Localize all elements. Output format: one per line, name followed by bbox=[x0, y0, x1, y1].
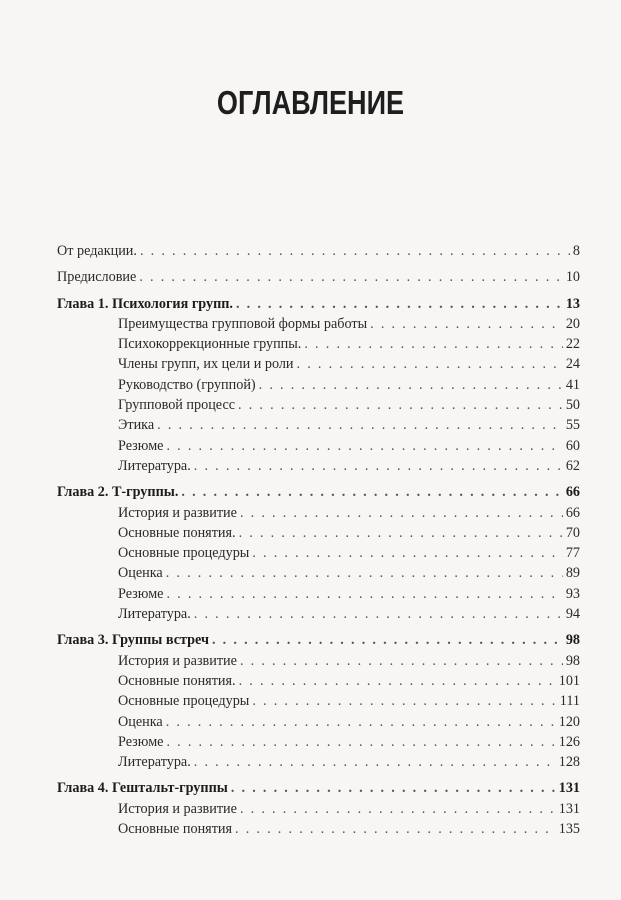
toc-section-entry bbox=[57, 752, 580, 772]
dot-leader bbox=[212, 630, 563, 650]
entry-title: Основные процедуры bbox=[118, 545, 250, 562]
page-number: 22 bbox=[565, 336, 580, 353]
page-number: 10 bbox=[565, 269, 580, 286]
page-number: 135 bbox=[558, 821, 580, 838]
toc-section-entry bbox=[57, 584, 580, 604]
toc-section-entry bbox=[57, 523, 580, 543]
entry-title: Резюме bbox=[118, 437, 164, 454]
entry-title: Глава 4. Гештальт-группы bbox=[57, 780, 228, 797]
entry-title: Основные процедуры bbox=[118, 693, 250, 710]
entry-title: Глава 3. Группы встреч bbox=[57, 632, 209, 649]
entry-title: Литература. bbox=[118, 606, 191, 623]
entry-title: Основные понятия. bbox=[118, 524, 236, 541]
page-number: 111 bbox=[559, 693, 580, 710]
entry-title: Литература. bbox=[118, 457, 191, 474]
page-number: 98 bbox=[565, 652, 580, 669]
entry-title: Оценка bbox=[118, 565, 163, 582]
dot-leader bbox=[252, 691, 556, 711]
toc-section-entry bbox=[57, 415, 580, 435]
page-number: 77 bbox=[565, 545, 580, 562]
dot-leader bbox=[157, 415, 563, 435]
page-number: 66 bbox=[565, 484, 580, 501]
entry-title: Члены групп, их цели и роли bbox=[118, 356, 294, 373]
toc-section-entry bbox=[57, 395, 580, 415]
page-number: 126 bbox=[558, 733, 580, 750]
dot-leader bbox=[252, 543, 562, 563]
dot-leader bbox=[239, 523, 563, 543]
entry-title: История и развитие bbox=[118, 652, 237, 669]
page-number: 128 bbox=[558, 754, 580, 771]
dot-leader bbox=[166, 712, 556, 732]
dot-leader bbox=[166, 563, 563, 583]
dot-leader bbox=[194, 456, 563, 476]
page-number: 70 bbox=[565, 524, 580, 541]
toc-section-entry bbox=[57, 712, 580, 732]
toc-section-entry bbox=[57, 314, 580, 334]
toc-section-entry bbox=[57, 334, 580, 354]
page-number: 60 bbox=[565, 437, 580, 454]
page-number: 94 bbox=[565, 606, 580, 623]
dot-leader bbox=[259, 375, 563, 395]
entry-title: История и развитие bbox=[118, 800, 237, 817]
toc-section-entry bbox=[57, 563, 580, 583]
dot-leader bbox=[194, 604, 563, 624]
entry-title: Оценка bbox=[118, 713, 163, 730]
dot-leader bbox=[166, 732, 555, 752]
entry-title: Глава 1. Психология групп. bbox=[57, 295, 233, 312]
dot-leader bbox=[166, 584, 562, 604]
page-number: 131 bbox=[558, 780, 580, 797]
toc-chapter-entry bbox=[57, 294, 580, 314]
dot-leader bbox=[181, 482, 562, 502]
table-of-contents bbox=[57, 241, 580, 839]
entry-title: Основные понятия bbox=[118, 821, 233, 838]
page-number: 93 bbox=[565, 585, 580, 602]
dot-leader bbox=[240, 651, 563, 671]
dot-leader bbox=[297, 354, 563, 374]
dot-leader bbox=[238, 395, 563, 415]
toc-section-entry bbox=[57, 799, 580, 819]
page-number: 98 bbox=[565, 632, 580, 649]
toc-section-entry bbox=[57, 354, 580, 374]
toc-section-entry bbox=[57, 604, 580, 624]
entry-title: Резюме bbox=[118, 585, 164, 602]
dot-leader bbox=[235, 819, 556, 839]
page-title: ОГЛАВЛЕНИЕ bbox=[216, 84, 405, 121]
page-number: 20 bbox=[565, 315, 580, 332]
page-number: 50 bbox=[565, 397, 580, 414]
entry-title: Групповой процесс bbox=[118, 397, 236, 414]
entry-title: Резюме bbox=[118, 733, 164, 750]
toc-section-entry bbox=[57, 691, 580, 711]
entry-title: Глава 2. Т-группы. bbox=[57, 484, 179, 501]
entry-title: Предисловие bbox=[57, 269, 137, 286]
page-number: 41 bbox=[565, 376, 580, 393]
dot-leader bbox=[240, 799, 556, 819]
toc-section-entry bbox=[57, 543, 580, 563]
dot-leader bbox=[240, 503, 563, 523]
entry-title: История и развитие bbox=[118, 504, 237, 521]
toc-front-entry bbox=[57, 267, 580, 287]
toc-section-entry bbox=[57, 503, 580, 523]
toc-chapter-entry bbox=[57, 482, 580, 502]
page-number: 89 bbox=[565, 565, 580, 582]
entry-title: Литература. bbox=[118, 754, 191, 771]
toc-section-entry bbox=[57, 819, 580, 839]
page-number: 62 bbox=[565, 457, 580, 474]
toc-front-entry bbox=[57, 241, 580, 261]
entry-title: Руководство (группой) bbox=[118, 376, 256, 393]
page-number: 120 bbox=[558, 713, 580, 730]
toc-section-entry bbox=[57, 651, 580, 671]
dot-leader bbox=[304, 334, 562, 354]
dot-leader bbox=[194, 752, 556, 772]
toc-section-entry bbox=[57, 375, 580, 395]
page-number: 13 bbox=[565, 295, 580, 312]
entry-title: Основные понятия. bbox=[118, 672, 236, 689]
toc-section-entry bbox=[57, 732, 580, 752]
entry-title: Этика bbox=[118, 417, 155, 434]
toc-chapter-entry bbox=[57, 630, 580, 650]
page-number: 66 bbox=[565, 504, 580, 521]
toc-section-entry bbox=[57, 436, 580, 456]
page-number: 24 bbox=[565, 356, 580, 373]
page-number: 8 bbox=[572, 243, 580, 259]
dot-leader bbox=[239, 671, 556, 691]
page-number: 101 bbox=[558, 672, 580, 689]
toc-section-entry bbox=[57, 671, 580, 691]
entry-title: Преимущества групповой формы работы bbox=[118, 315, 368, 332]
dot-leader bbox=[140, 241, 570, 261]
toc-chapter-entry bbox=[57, 778, 580, 798]
dot-leader bbox=[166, 436, 562, 456]
dot-leader bbox=[231, 778, 556, 798]
dot-leader bbox=[139, 267, 562, 287]
page-number: 131 bbox=[558, 800, 580, 817]
dot-leader bbox=[370, 314, 563, 334]
toc-section-entry bbox=[57, 456, 580, 476]
dot-leader bbox=[236, 294, 563, 314]
page-number: 55 bbox=[565, 417, 580, 434]
entry-title: Психокоррекционные группы. bbox=[118, 336, 302, 353]
entry-title: От редакции. bbox=[57, 243, 137, 259]
